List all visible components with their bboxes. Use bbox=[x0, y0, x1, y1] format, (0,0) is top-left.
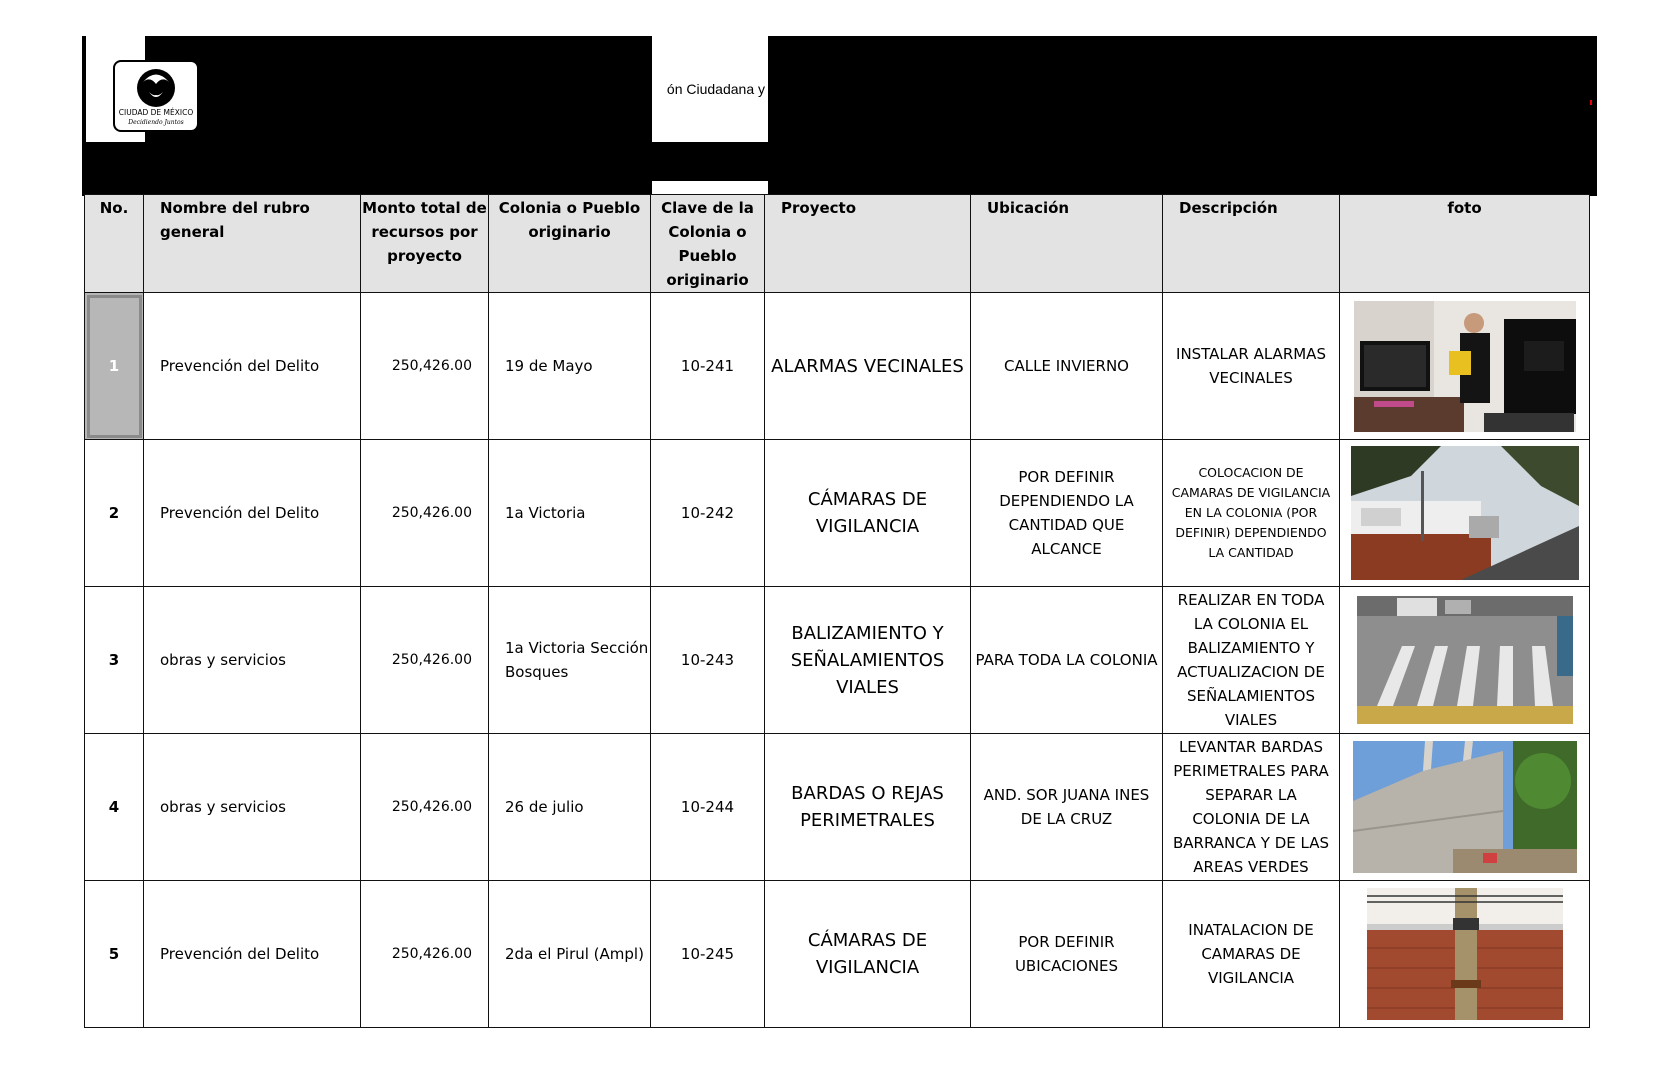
descripcion-cell: REALIZAR EN TODA LA COLONIA EL BALIZAMIENTO Y ACTUALIZACION DE SEÑALAMIENTOS VIALES bbox=[1163, 587, 1340, 734]
header-descripcion: Descripción bbox=[1163, 195, 1340, 293]
header-proyecto: Proyecto bbox=[765, 195, 971, 293]
row-number-cell[interactable]: 4 bbox=[85, 734, 144, 881]
table-header-row bbox=[85, 195, 1590, 293]
red-mark bbox=[1590, 100, 1592, 105]
clave-cell: 10-244 bbox=[651, 734, 765, 881]
colonia-cell: 2da el Pirul (Ampl) bbox=[489, 881, 651, 1028]
foto-cell bbox=[1340, 881, 1590, 1028]
photo-street-trees bbox=[1351, 446, 1579, 580]
table-row bbox=[85, 587, 1590, 734]
colonia-cell: 19 de Mayo bbox=[489, 293, 651, 440]
rubro-cell: obras y servicios bbox=[144, 587, 361, 734]
clave-cell: 10-243 bbox=[651, 587, 765, 734]
descripcion-cell: INATALACION DE CAMARAS DE VIGILANCIA bbox=[1163, 881, 1340, 1028]
row-number-cell[interactable]: 2 bbox=[85, 440, 144, 587]
cdmx-logo bbox=[113, 60, 199, 132]
colonia-cell: 1a Victoria bbox=[489, 440, 651, 587]
foto-cell bbox=[1340, 734, 1590, 881]
photo-pole-camera bbox=[1367, 888, 1563, 1020]
header-monto: Monto total de recursos por proyecto bbox=[361, 195, 489, 293]
header-foto: foto bbox=[1340, 195, 1590, 293]
monto-cell: 250,426.00 bbox=[361, 440, 489, 587]
svg-text:CIUDAD DE MÉXICO: CIUDAD DE MÉXICO bbox=[118, 108, 194, 117]
projects-table bbox=[84, 194, 1590, 1028]
proyecto-cell: CÁMARAS DE VIGILANCIA bbox=[765, 440, 971, 587]
proyecto-cell: BALIZAMIENTO Y SEÑALAMIENTOS VIALES bbox=[765, 587, 971, 734]
descripcion-cell: INSTALAR ALARMAS VECINALES bbox=[1163, 293, 1340, 440]
table-row bbox=[85, 881, 1590, 1028]
table-row bbox=[85, 734, 1590, 881]
colonia-cell: 1a Victoria Sección Bosques bbox=[489, 587, 651, 734]
clave-cell: 10-241 bbox=[651, 293, 765, 440]
svg-text:Decidiendo Juntos: Decidiendo Juntos bbox=[128, 119, 184, 126]
header-clave: Clave de la Colonia o Pueblo originario bbox=[651, 195, 765, 293]
foto-cell bbox=[1340, 293, 1590, 440]
clave-cell: 10-242 bbox=[651, 440, 765, 587]
photo-person-with-alarm bbox=[1354, 301, 1576, 432]
header-rubro: Nombre del rubro general bbox=[144, 195, 361, 293]
descripcion-cell: COLOCACION DE CAMARAS DE VIGILANCIA EN LA COLONIA (POR DEFINIR) DEPENDIENDO LA CANTIDAD bbox=[1163, 440, 1340, 587]
header-divider bbox=[652, 181, 768, 194]
rubro-cell: Prevención del Delito bbox=[144, 440, 361, 587]
proyecto-cell: ALARMAS VECINALES bbox=[765, 293, 971, 440]
foto-cell bbox=[1340, 587, 1590, 734]
header-title-cell bbox=[652, 36, 768, 142]
ubicacion-cell: PARA TODA LA COLONIA bbox=[971, 587, 1163, 734]
ubicacion-cell: CALLE INVIERNO bbox=[971, 293, 1163, 440]
clave-cell: 10-245 bbox=[651, 881, 765, 1028]
ubicacion-cell: AND. SOR JUANA INES DE LA CRUZ bbox=[971, 734, 1163, 881]
rubro-cell: obras y servicios bbox=[144, 734, 361, 881]
ubicacion-cell: POR DEFINIR DEPENDIENDO LA CANTIDAD QUE ALCANCE bbox=[971, 440, 1163, 587]
table-row bbox=[85, 440, 1590, 587]
header-ubicacion: Ubicación bbox=[971, 195, 1163, 293]
table-row bbox=[85, 293, 1590, 440]
monto-cell: 250,426.00 bbox=[361, 881, 489, 1028]
rubro-cell: Prevención del Delito bbox=[144, 881, 361, 1028]
foto-cell bbox=[1340, 440, 1590, 587]
header-band bbox=[82, 36, 1597, 196]
photo-perimeter-wall bbox=[1353, 741, 1577, 873]
proyecto-cell: CÁMARAS DE VIGILANCIA bbox=[765, 881, 971, 1028]
row-number-cell[interactable]: 5 bbox=[85, 881, 144, 1028]
header-title: ón Ciudadana y bbox=[666, 81, 765, 97]
row-number-cell[interactable]: 3 bbox=[85, 587, 144, 734]
monto-cell: 250,426.00 bbox=[361, 293, 489, 440]
monto-cell: 250,426.00 bbox=[361, 734, 489, 881]
rubro-cell: Prevención del Delito bbox=[144, 293, 361, 440]
row-number-cell[interactable]: 1 bbox=[85, 293, 144, 440]
descripcion-cell: LEVANTAR BARDAS PERIMETRALES PARA SEPARAR LA COLONIA DE LA BARRANCA Y DE LAS AREAS VERDES bbox=[1163, 734, 1340, 881]
photo-crosswalk bbox=[1357, 596, 1573, 724]
colonia-cell: 26 de julio bbox=[489, 734, 651, 881]
proyecto-cell: BARDAS O REJAS PERIMETRALES bbox=[765, 734, 971, 881]
monto-cell: 250,426.00 bbox=[361, 587, 489, 734]
header-colonia: Colonia o Pueblo originario bbox=[489, 195, 651, 293]
header-no: No. bbox=[85, 195, 144, 293]
ubicacion-cell: POR DEFINIR UBICACIONES bbox=[971, 881, 1163, 1028]
